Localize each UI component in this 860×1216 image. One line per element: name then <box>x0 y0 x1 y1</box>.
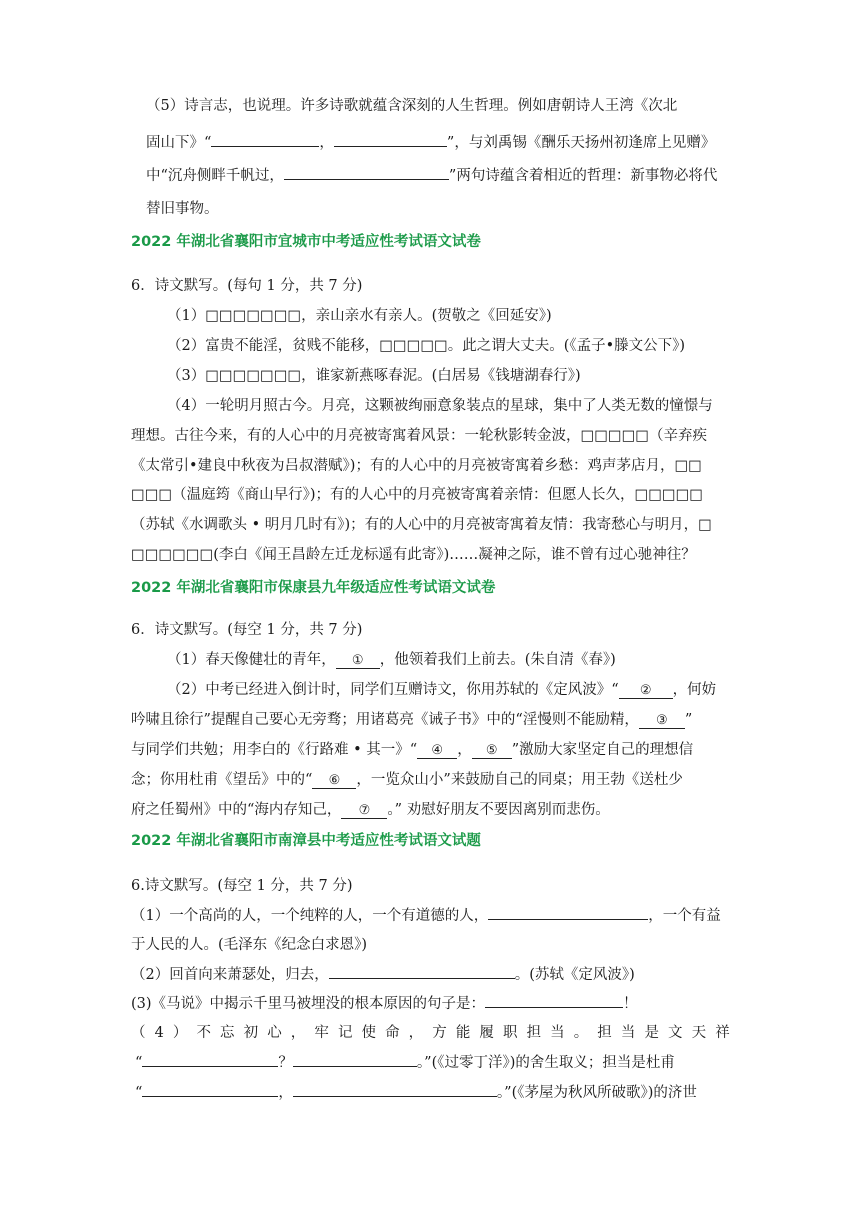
answer-blank-3[interactable]: ③ <box>639 714 685 729</box>
q5-line-4: 替旧事物。 <box>146 201 219 217</box>
question-title: 6.诗文默写。(每空 1 分，共 7 分) <box>131 878 353 894</box>
s4-line-6: “ ？ 。”(《过零丁洋》)的舍生取义；担当是杜甫 <box>135 1052 675 1073</box>
q5-line-3: 中“沉舟侧畔千帆过， ”两句诗蕴含着相近的哲理：新事物必将代 <box>146 165 717 186</box>
answer-blank-1[interactable]: ① <box>336 654 380 669</box>
answer-blank-5[interactable]: ⑤ <box>472 744 512 759</box>
question-item: □□□（温庭筠《商山早行》)；有的人心中的月亮被寄寓着亲情：但愿人长久，□□□□□ <box>131 487 704 503</box>
answer-blank[interactable] <box>284 165 449 180</box>
q5-line-1: （5）诗言志，也说理。许多诗歌就蕴含深刻的人生哲理。例如唐朝诗人王湾《次北 <box>146 98 678 114</box>
answer-blank[interactable] <box>142 1052 278 1067</box>
s4-line-2: 于人民的人。(毛泽东《纪念白求恩》) <box>131 937 368 953</box>
s4-line-1: （1）一个高尚的人，一个纯粹的人，一个有道德的人， ，一个有益 <box>131 905 721 926</box>
question-item: （3）□□□□□□□，谁家新燕啄春泥。(白居易《钱塘湖春行》) <box>167 368 581 384</box>
answer-blank[interactable] <box>142 1082 278 1097</box>
answer-blank-6[interactable]: ⑥ <box>312 774 356 789</box>
s3-line-1: （1）春天像健壮的青年， ① ，他领着我们上前去。(朱自清《春》) <box>167 652 616 668</box>
section-heading: 2022 年湖北省襄阳市南漳县中考适应性考试语文试题 <box>131 833 481 849</box>
answer-blank-7[interactable]: ⑦ <box>341 804 387 819</box>
answer-blank[interactable] <box>293 1082 497 1097</box>
answer-blank-2[interactable]: ② <box>619 684 673 699</box>
s3-line-2: （2）中考已经进入倒计时，同学们互赠诗文，你用苏轼的《定风波》“ ② ，何妨 <box>167 682 717 698</box>
s4-line-7: “ ， 。”(《茅屋为秋风所破歌》)的济世 <box>135 1082 697 1103</box>
s4-line-4: (3)《马说》中揭示千里马被埋没的根本原因的句子是： ！ <box>131 993 638 1014</box>
question-item: （2）富贵不能淫，贫贱不能移，□□□□□。此之谓大丈夫。(《孟子•滕文公下》) <box>167 338 686 354</box>
answer-blank[interactable] <box>334 132 447 147</box>
s4-line-3: （2）回首向来萧瑟处，归去， 。(苏轼《定风波》) <box>131 964 635 985</box>
answer-blank[interactable] <box>329 964 515 979</box>
question-title: 6．诗文默写。(每句 1 分，共 7 分) <box>131 278 363 294</box>
answer-blank[interactable] <box>211 132 319 147</box>
question-item: （4）一轮明月照古今。月亮，这颗被绚丽意象装点的星球，集中了人类无数的憧憬与 <box>167 398 713 414</box>
question-item: （苏轼《水调歌头 • 明月几时有》)；有的人心中的月亮被寄寓着友情：我寄愁心与明月，□ <box>131 517 712 533</box>
question-item: 《太常引•建良中秋夜为吕叔潜赋》)；有的人心中的月亮被寄寓着乡愁：鸡声茅店月，□□ <box>131 458 702 474</box>
answer-blank[interactable] <box>293 1052 417 1067</box>
question-item: □□□□□□(李白《闻王昌龄左迁龙标遥有此寄》)……凝神之际，谁不曾有过心驰神往？ <box>131 547 696 563</box>
answer-blank-4[interactable]: ④ <box>417 744 457 759</box>
answer-blank[interactable] <box>485 993 623 1008</box>
s3-line-3: 吟啸且徐行”提醒自己要心无旁骛；用诸葛亮《诫子书》中的“淫慢则不能励精， ③ ” <box>131 712 693 728</box>
answer-blank[interactable] <box>488 905 648 920</box>
question-title: 6．诗文默写。(每空 1 分，共 7 分) <box>131 622 363 638</box>
section-heading: 2022 年湖北省襄阳市宜城市中考适应性考试语文试卷 <box>131 234 481 250</box>
s3-line-4: 与同学们共勉；用李白的《行路难 • 其一》“ ④ ， ⑤ ”激励大家坚定自己的理想信 <box>131 742 694 758</box>
s3-line-6: 府之任蜀州》中的“海内存知己， ⑦ 。” 劝慰好朋友不要因离别而悲伤。 <box>131 802 610 818</box>
s3-line-5: 念；你用杜甫《望岳》中的“ ⑥ ，一览众山小”来鼓励自己的同桌；用王勃《送杜少 <box>131 772 683 788</box>
question-item: （1）□□□□□□□，亲山亲水有亲人。(贺敬之《回延安》) <box>167 308 552 324</box>
question-item: 理想。古往今来，有的人心中的月亮被寄寓着风景：一轮秋影转金波，□□□□□（辛弃疾 <box>131 428 707 444</box>
s4-line-5: （ 4 ） 不 忘 初 心 ， 牢 记 使 命 ， 方 能 履 职 担 当 。 担 当 是 文 天 祥 <box>131 1025 730 1041</box>
q5-line-2: 固山下》“ ， ”，与刘禹锡《酬乐天扬州初逢席上见赠》 <box>146 132 715 153</box>
section-heading: 2022 年湖北省襄阳市保康县九年级适应性考试语文试卷 <box>131 580 496 596</box>
